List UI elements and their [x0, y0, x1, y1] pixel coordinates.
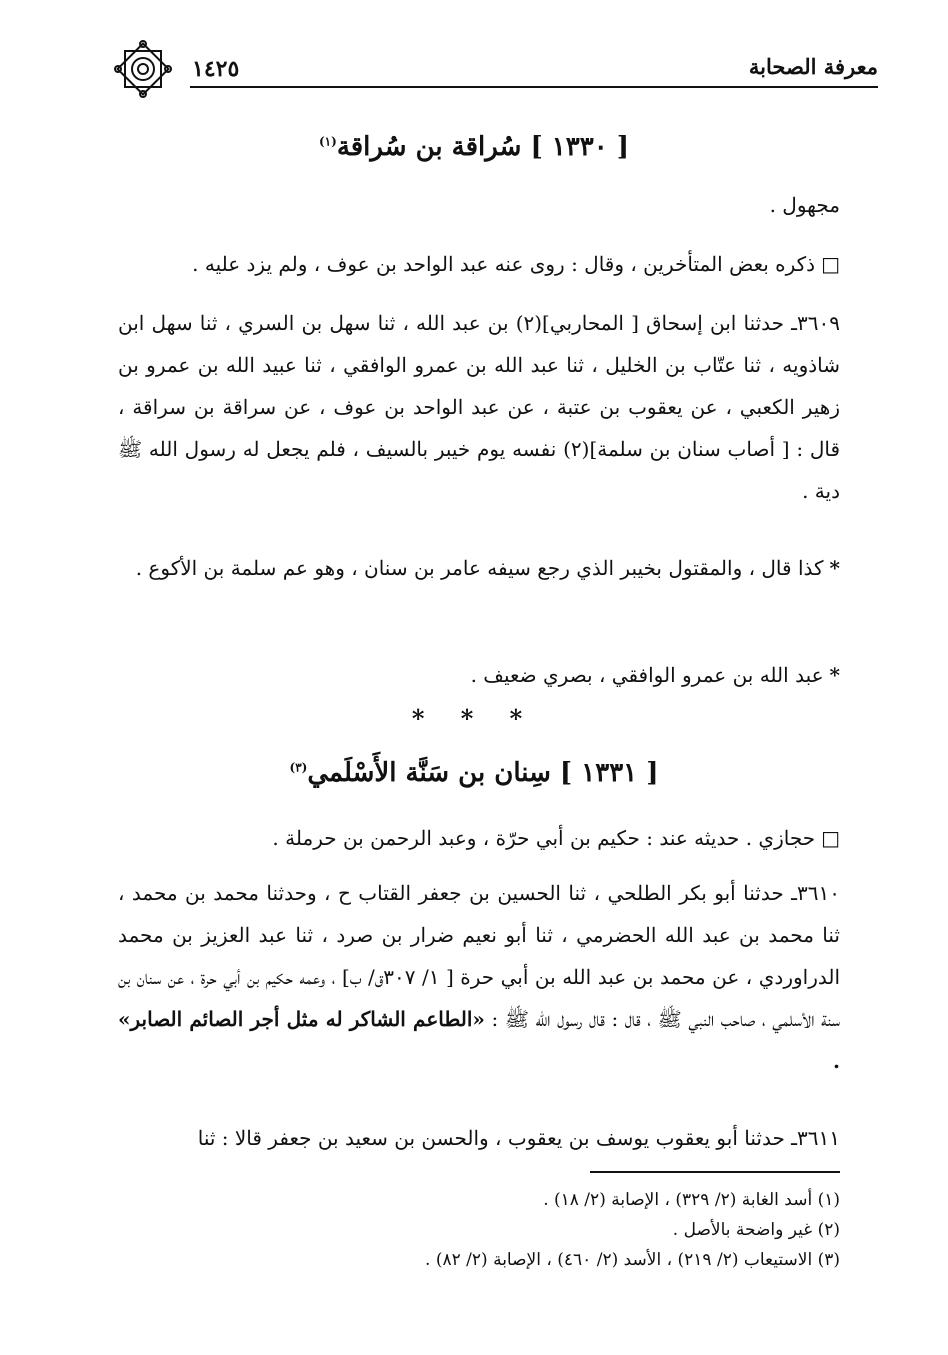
- entry-title-1330: [ ١٣٣٠ ] سُراقة بن سُراقة$^{(١)}$: [318, 132, 630, 162]
- footnote-ref: (٣): [289, 760, 308, 775]
- footnote-1: (١) أسد الغابة (٢/ ٣٢٩) ، الإصابة (٢/ ١٨) .: [543, 1190, 840, 1210]
- footnote-3: (٣) الاستيعاب (٢/ ٢١٩) ، الأسد (٢/ ٤٦٠) ، الإصابة (٢/ ٨٢) .: [425, 1250, 840, 1270]
- ornament-icon: [110, 36, 176, 102]
- status-line: مجهول .: [769, 193, 840, 217]
- entry-title-1331: [ ١٣٣١ ] سِنان بن سَنَّة الأَسْلَمي$^{(٣)}$: [289, 758, 659, 788]
- page-header: [110, 46, 878, 90]
- intro-paragraph-1331: □حجازي . حديثه عند : حكيم بن أبي حرّة ، وعبد الرحمن بن حرملة .: [272, 826, 840, 850]
- footnotes: [160, 1185, 840, 1275]
- footnote-2: (٢) غير واضحة بالأصل .: [672, 1220, 840, 1240]
- footnote-rule: [590, 1171, 840, 1173]
- running-title: معرفة الصحابة: [748, 54, 878, 79]
- header-rule: [190, 86, 878, 88]
- hadith-3610: ٣٦١٠ـ حدثنا أبو بكر الطلحي ، ثنا الحسين بن جعفر القتاب ح ، وحدثنا محمد بن محمد ، ثنا محمد بن عبد الله الحضرمي ، ثنا أبو نعيم ضرار بن صرد ، ثنا عبد العزيز بن محمد الدراوردي ، عن محمد بن عبد الله بن أبي حرة [ ١/ ٣٠٧ق/ ب] ، وعمه حكيم بن أبي حرة ، عن سنان بن سنة الأسلمي ، صاحب النبي ﷺ ، قال : قال رسول الله ﷺ : «الطاعم الشاكر له مثل أجر الصائم الصابر» .: [118, 881, 841, 1073]
- intro-paragraph-1330: □ذكره بعض المتأخرين ، وقال : روى عنه عبد الواحد بن عوف ، ولم يزد عليه .: [192, 252, 840, 276]
- square-bullet-icon: □: [821, 826, 840, 850]
- page-number: ١٤٢٥: [192, 56, 240, 82]
- hadith-3611: ٣٦١١ـ حدثنا أبو يعقوب يوسف بن يعقوب ، والحسن بن سعيد بن جعفر قالا : ثنا: [197, 1126, 840, 1150]
- comment-2: *عبد الله بن عمرو الوافقي ، بصري ضعيف .: [470, 663, 840, 687]
- hadith-3609: ٣٦٠٩ـ حدثنا ابن إسحاق [ المحاربي](٢) بن عبد الله ، ثنا سهل بن السري ، ثنا سهل ابن شاذويه ، ثنا عتّاب بن الخليل ، ثنا عبد الله بن عمرو الوافقي ، ثنا عبيد الله بن عمرو بن زهير الكعبي ، عن يعقوب بن عتبة ، عن عبد الواحد بن عوف ، عن سراقة بن سراقة ، قال : [ أصاب سنان بن سلمة](٢) نفسه يوم خيبر بالسيف ، فلم يجعل له رسول الله ﷺ دية .: [118, 311, 840, 503]
- hadith-quote: «الطاعم الشاكر له مثل أجر الصائم الصابر» .: [118, 1007, 840, 1073]
- square-bullet-icon: □: [821, 252, 840, 276]
- footnote-ref: (١): [318, 134, 337, 149]
- asterisk-icon: *: [829, 663, 840, 687]
- section-separator: * * *: [411, 704, 537, 733]
- comment-1: *كذا قال ، والمقتول بخيبر الذي رجع سيفه عامر بن سنان ، وهو عم سلمة بن الأكوع .: [135, 556, 840, 580]
- asterisk-icon: *: [829, 556, 840, 580]
